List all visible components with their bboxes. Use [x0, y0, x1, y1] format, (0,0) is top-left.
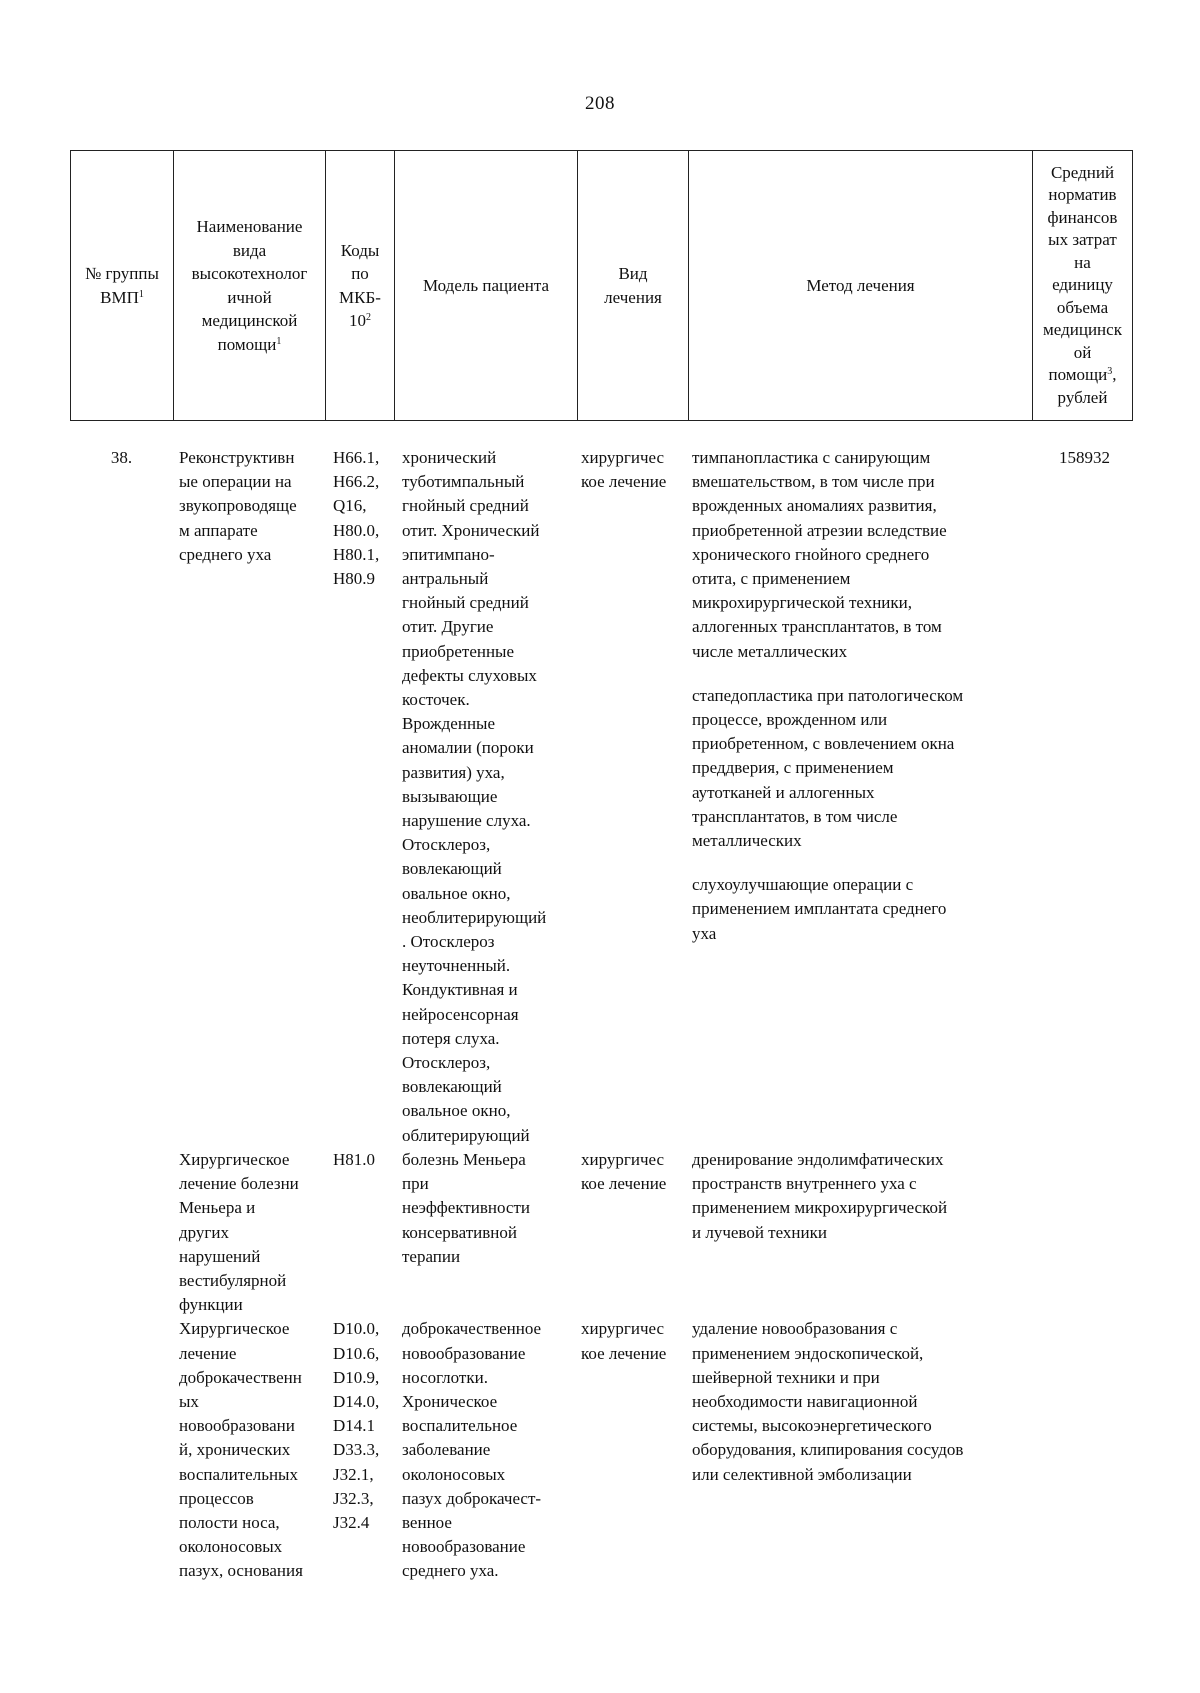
care-type-cell-text: Реконструктивн ые операции на звукопроводяще м аппарате среднего уха [179, 448, 297, 564]
header-average-cost: Средний норматив финансов ых затрат на единицу объема медицинск ой помощи$^3$, рублей [1033, 151, 1133, 421]
method-item: тимпанопластика с санирующим вмешательством, в том числе при врожденных аномалиях развития, приобретенной атрезии вследствие хронического гнойного среднего отита, с применением микрохирургической техники, аллогенных трансплантатов, в том числе металлических [692, 448, 947, 661]
header-patient-model: Модель пациента [395, 151, 578, 421]
treatment-type-cell [577, 1148, 688, 1317]
treatment-type-cell [577, 446, 688, 1148]
treatment-method-cell [688, 446, 1032, 1148]
method-item: дренирование эндолимфатических пространств внутреннего уха с применением микрохирургической и лучевой техники [692, 1149, 948, 1242]
header-treatment-method: Метод лечения [689, 151, 1033, 421]
table-row [70, 1317, 1132, 1583]
table-header [70, 150, 1133, 421]
patient-model-cell-text: доброкачественное новообразование носоглотки. Хроническое воспалительное заболевание околоносовых пазух доброкачест- венное новообразование среднего уха. [402, 1319, 542, 1581]
group-number-cell [70, 1148, 173, 1317]
header-care-type: Наименование вида высокотехнолог ичной медицинской помощи$^1$ [174, 151, 326, 421]
average-cost-cell [1032, 1317, 1132, 1583]
patient-model-cell-text: болезнь Меньера при неэффективности консервативной терапии [402, 1149, 530, 1266]
group-number-cell [70, 1317, 173, 1583]
icd-codes-cell [325, 446, 394, 1148]
treatment-method-cell [688, 1148, 1032, 1317]
treatment-type-cell [577, 1317, 688, 1583]
header-icd-codes: Коды по МКБ- $10^2$ [326, 151, 395, 421]
care-type-cell [173, 1317, 325, 1583]
care-type-cell [173, 446, 325, 1148]
care-type-cell-text: Хирургическое лечение доброкачественн ых новообразовани й, хронических воспалительных процессов полости носа, околоносовых пазух, основания [179, 1319, 303, 1581]
method-item: стапедопластика при патологическом процессе, врожденном или приобретенном, с вовлечением окна преддверия, с применением аутотканей и аллогенных трансплантатов, в том числе металлических [692, 685, 964, 851]
icd-codes-cell [325, 1148, 394, 1317]
icd-codes-cell-text: H81.0 [333, 1149, 376, 1169]
average-cost-cell [1032, 446, 1132, 1148]
average-cost-cell-text: 158932 [1059, 448, 1110, 467]
treatment-method-cell [688, 1317, 1032, 1583]
treatment-type-cell-text: хирургичес кое лечение [581, 1319, 667, 1363]
group-number-cell [70, 446, 173, 1148]
table-row [70, 1148, 1132, 1317]
patient-model-cell-text: хронический туботимпальный гнойный средний отит. Хронический эпитимпано- антральный гнойный средний отит. Другие приобретенные дефекты слуховых косточек. Врожденные аномалии (пороки развития) уха, вызывающие нарушение слуха. Отосклероз, вовлекающий овальное окно, необлитерирующий . Отосклероз неуточненный. Кондуктивная и нейросенсорная потеря слуха. Отосклероз, вовлекающий овальное окно, облитерирующий [402, 448, 547, 1145]
patient-model-cell [394, 1317, 577, 1583]
page-number: 208 [585, 93, 615, 114]
icd-codes-cell-text: D10.0, D10.6, D10.9, D14.0, D14.1 D33.3, J32.1, J32.3, J32.4 [333, 1319, 380, 1532]
header-treatment-type: Вид лечения [578, 151, 689, 421]
treatment-type-cell-text: хирургичес кое лечение [581, 448, 667, 492]
group-number-cell-text: 38. [110, 448, 133, 467]
patient-model-cell [394, 446, 577, 1148]
method-item: удаление новообразования с применением эндоскопической, шейверной техники и при необходимости навигационной системы, высокоэнергетического оборудования, клипирования сосудов или селективной эмболизации [692, 1319, 964, 1484]
patient-model-cell [394, 1148, 577, 1317]
table-row [70, 446, 1132, 1148]
care-type-cell [173, 1148, 325, 1317]
icd-codes-cell [325, 1317, 394, 1583]
header-group: № группы ВМП$^1$ [71, 151, 174, 421]
average-cost-cell [1032, 1148, 1132, 1317]
treatment-type-cell-text: хирургичес кое лечение [581, 1149, 667, 1194]
icd-codes-cell-text: H66.1, H66.2, Q16, H80.0, H80.1, H80.9 [333, 448, 380, 589]
method-item: слухоулучшающие операции с применением имплантата среднего уха [692, 875, 947, 943]
table-body [70, 446, 1132, 1584]
care-type-cell-text: Хирургическое лечение болезни Меньера и других нарушений вестибулярной функции [179, 1149, 299, 1315]
